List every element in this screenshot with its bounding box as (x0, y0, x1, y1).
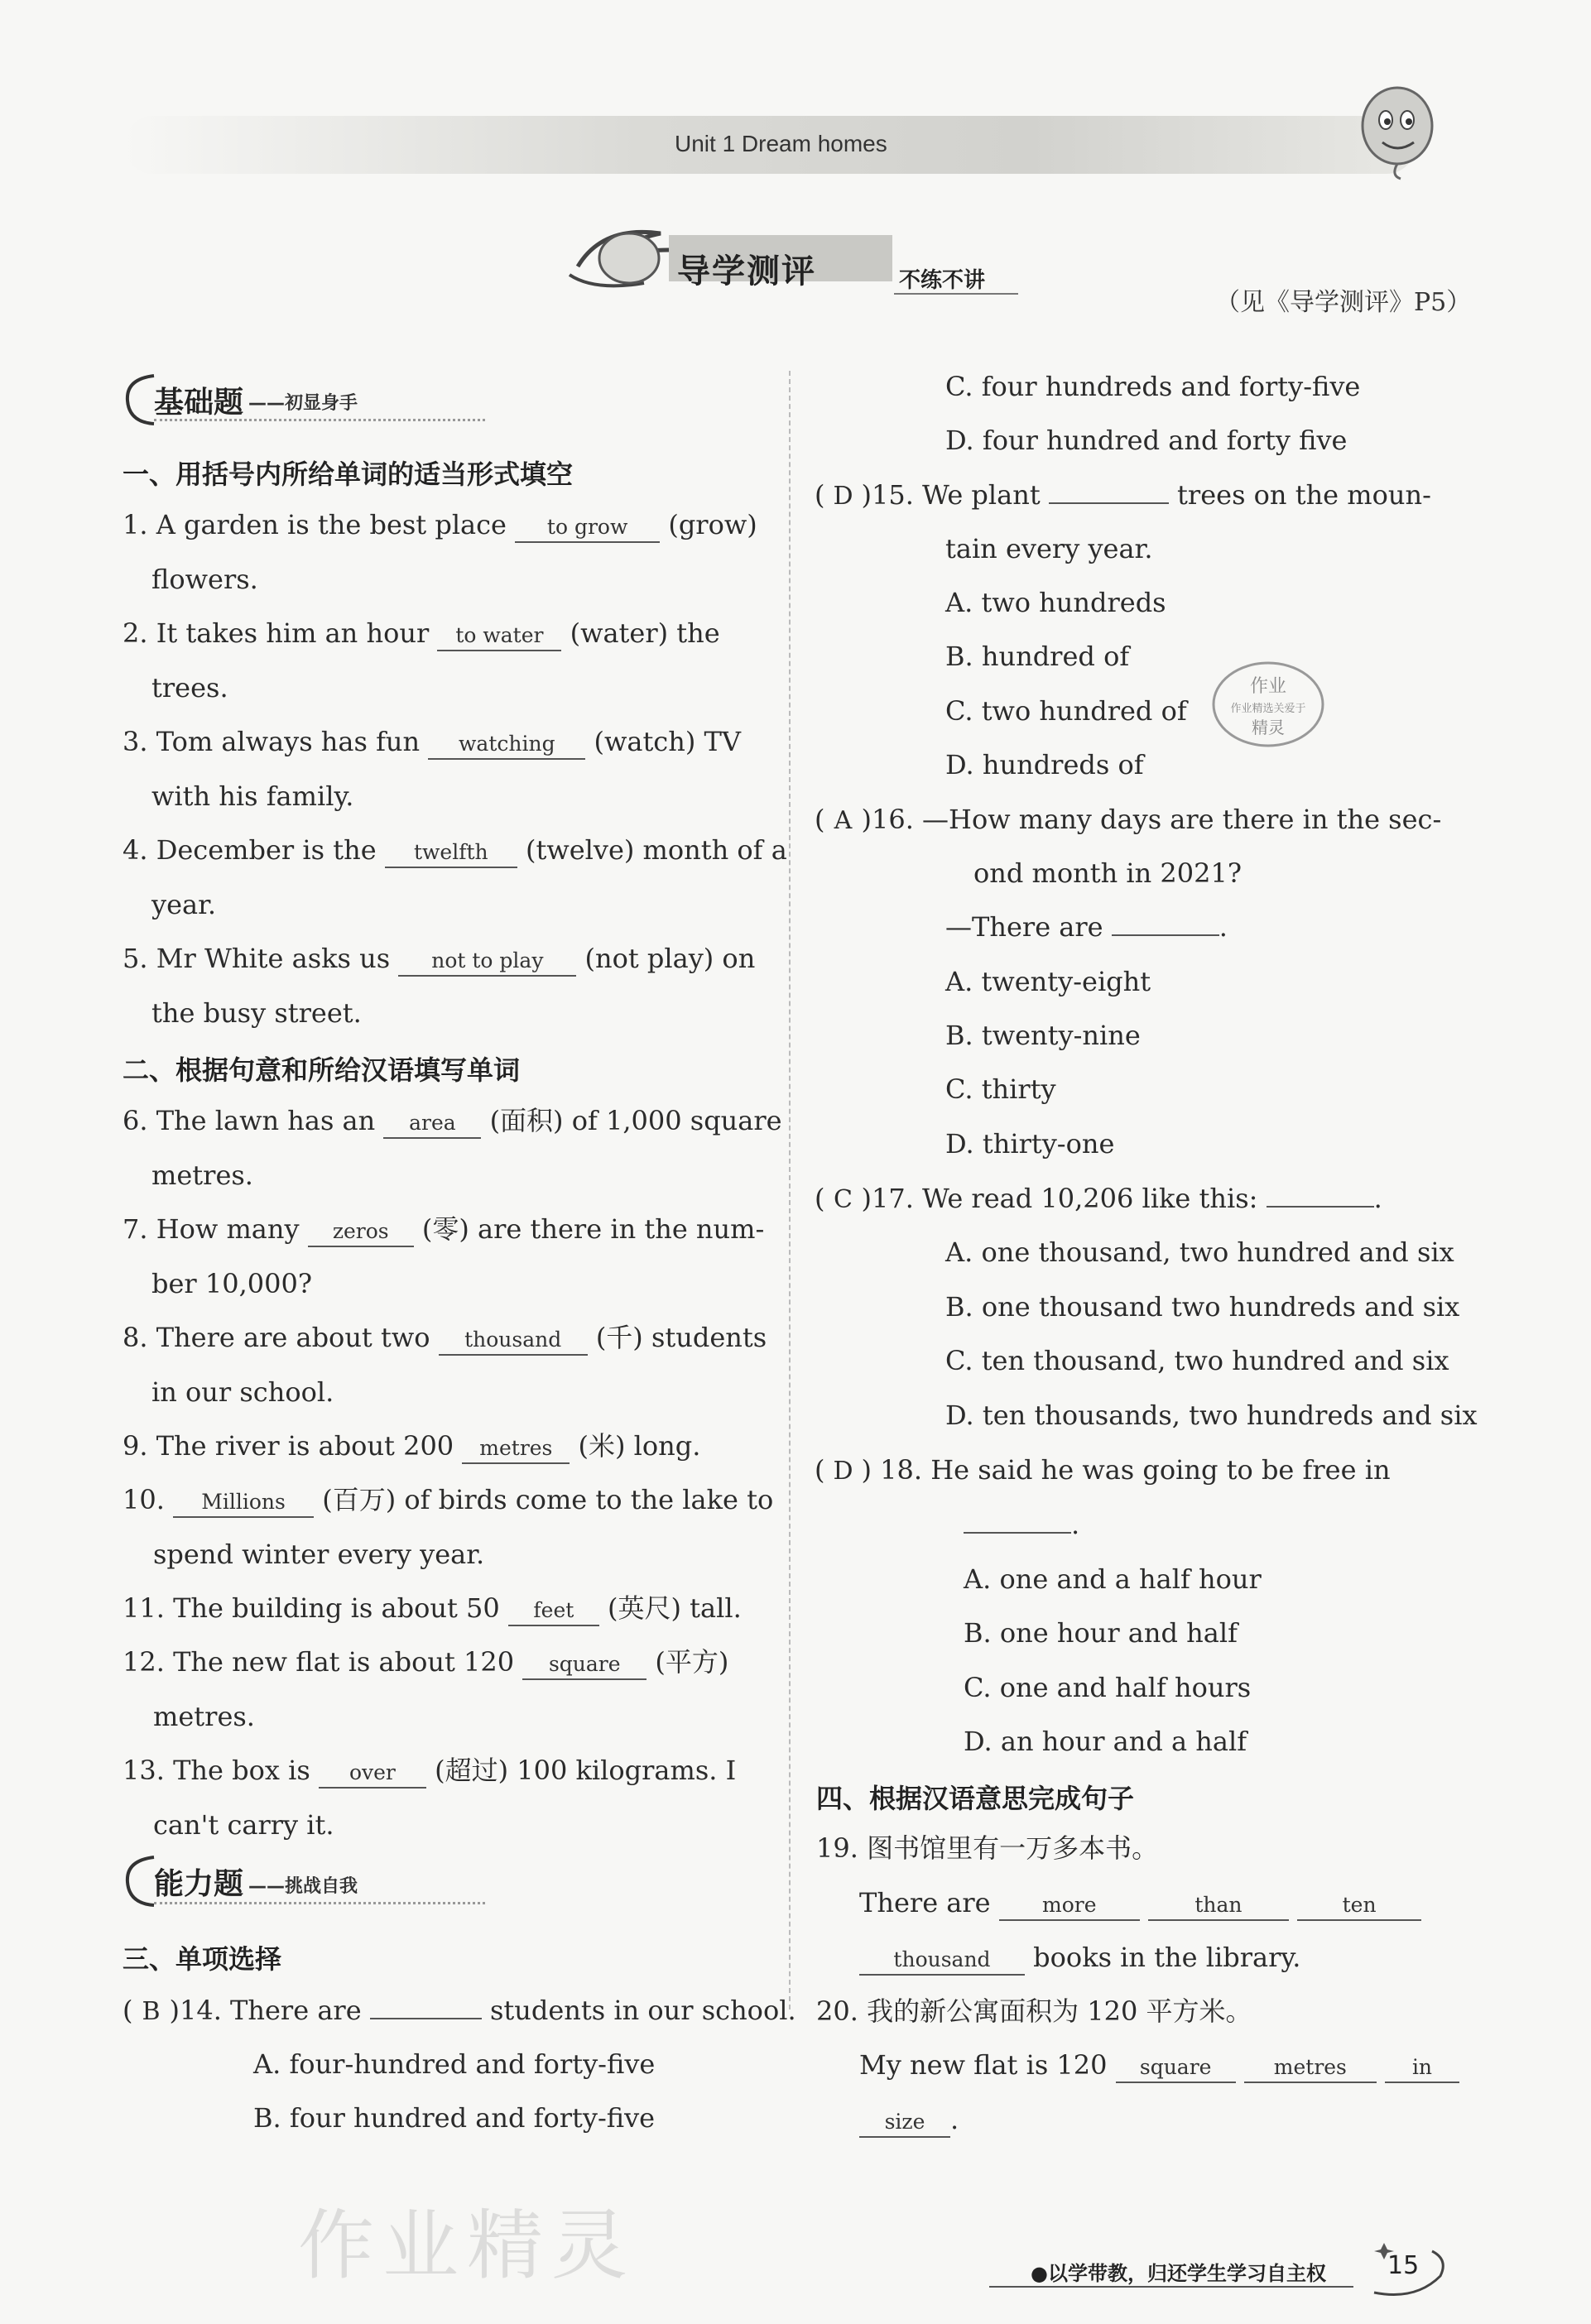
q8-hint: (千) students (595, 1322, 767, 1353)
question-1 (123, 508, 757, 543)
q20-answer-2: metres (1244, 2053, 1377, 2083)
q11-answer: feet (508, 1597, 599, 1626)
q14-option-d: D. four hundred and forty five (945, 425, 1348, 456)
q7-hint: (零) are there in the num- (421, 1213, 765, 1245)
question-4 (123, 833, 787, 868)
q13-hint: (超过) 100 kilograms. I (435, 1755, 737, 1786)
question-3 (123, 725, 741, 760)
stamp-line-2: 作业精选关爱于 (1230, 703, 1306, 715)
question-8 (123, 1321, 767, 1356)
question-19 (859, 1886, 1421, 1921)
section-ability-title: 能力题 (154, 1867, 244, 1901)
reference-note: （见《导学测评》P5） (1215, 288, 1472, 317)
q16-blank (1112, 934, 1219, 936)
q10-text: 10. (123, 1484, 165, 1515)
q17-answer: C (834, 1185, 853, 1214)
footer-rule (989, 2286, 1353, 2288)
q5-hint: (not play) on (584, 943, 756, 974)
footer-slogan: ●以学带教，归还学生学习自主权 (1031, 2262, 1326, 2285)
q6-hint: (面积) of 1,000 square (489, 1105, 782, 1136)
q4-hint: (twelve) month of a (525, 834, 787, 866)
q16-cont: ond month in 2021? (973, 857, 1242, 889)
q16-answer: A (834, 806, 853, 835)
q14-answer: B (142, 1997, 161, 2026)
q4-cont: year. (151, 889, 217, 920)
q9-answer: metres (462, 1434, 570, 1464)
q9-hint: (米) long. (578, 1430, 701, 1462)
q12-answer: square (522, 1650, 646, 1680)
q16-option-d: D. thirty-one (945, 1128, 1115, 1160)
q19-answer-3: ten (1297, 1891, 1421, 1921)
question-17: ( C )17. We read 10,206 like this: . (815, 1182, 1382, 1217)
q4-answer: twelfth (385, 838, 517, 868)
q16-text-3: —There are (945, 911, 1103, 943)
q16-text: —How many days are there in the sec- (922, 804, 1442, 835)
watermark: 作业精灵 (298, 2202, 637, 2290)
q5-text: 5. Mr White asks us (123, 943, 391, 974)
q17-option-b: B. one thousand two hundreds and six (945, 1291, 1460, 1323)
q20-chinese: 20. 我的新公寓面积为 120 平方米。 (816, 1995, 1252, 2027)
q17-option-d: D. ten thousands, two hundreds and six (945, 1400, 1478, 1431)
q7-answer: zeros (308, 1217, 414, 1247)
q1-hint: (grow) (668, 509, 757, 540)
q6-cont: metres. (151, 1160, 253, 1191)
q4-text: 4. December is the (123, 834, 377, 866)
q15-option-b: B. hundred of (945, 641, 1130, 672)
q17-number: )17. (861, 1183, 914, 1214)
section-basic-rule (154, 419, 485, 421)
q20-cont: size . (859, 2103, 959, 2138)
q15-option-d: D. hundreds of (945, 749, 1144, 780)
q3-hint: (watch) TV (594, 726, 741, 757)
q10-cont: spend winter every year. (153, 1539, 485, 1570)
question-2 (123, 617, 720, 651)
q20-answer-4: size (859, 2108, 950, 2138)
q8-cont: in our school. (151, 1376, 334, 1408)
q12-cont: metres. (153, 1701, 255, 1732)
q14-option-c: C. four hundreds and forty-five (945, 371, 1361, 402)
q19-answer-1: more (999, 1891, 1140, 1921)
q13-answer: over (319, 1759, 426, 1789)
q11-hint: (英尺) tall. (608, 1592, 742, 1624)
q15-blank (1049, 502, 1169, 504)
q14-text-2: students in our school. (489, 1995, 796, 2026)
q17-blank (1267, 1206, 1374, 1208)
q15-cont: tain every year. (945, 533, 1153, 564)
q15-text: We plant (922, 479, 1041, 511)
q14-number: )14. (169, 1995, 222, 2026)
q14-blank (370, 2018, 482, 2019)
q5-answer: not to play (398, 947, 576, 977)
section-ability-subtitle: ——挑战自我 (248, 1876, 358, 1897)
q15-number: )15. (861, 479, 914, 511)
question-20 (859, 2048, 1459, 2083)
question-16: ( A )16. —How many days are there in the sec- (815, 803, 1441, 838)
question-14: ( B )14. There are students in our school. (123, 1994, 796, 2029)
q15-text-2: trees on the moun- (1177, 479, 1431, 511)
part-4-heading: 四、根据汉语意思完成句子 (816, 1783, 1135, 1814)
q18-blank (964, 1532, 1071, 1534)
q18-text: He said he was going to be free in (930, 1454, 1391, 1486)
q19-cont (859, 1941, 1300, 1976)
q20-answer-3: in (1385, 2053, 1459, 2083)
question-5 (123, 942, 755, 977)
q3-text: 3. Tom always has fun (123, 726, 421, 757)
q14-text: There are (230, 1995, 362, 2026)
q16-option-a: A. twenty-eight (945, 966, 1151, 997)
q14-option-a: A. four-hundred and forty-five (253, 2048, 656, 2080)
part-3-heading: 三、单项选择 (123, 1943, 282, 1975)
page-number: 15 (1387, 2251, 1420, 2280)
q9-text: 9. The river is about 200 (123, 1430, 454, 1462)
mascot-icon (1349, 74, 1449, 182)
q7-text: 7. How many (123, 1213, 300, 1245)
q18-option-c: C. one and half hours (964, 1672, 1252, 1703)
q18-option-b: B. one hour and half (964, 1617, 1238, 1649)
stamp-line-1: 作业 (1249, 676, 1287, 697)
banner-rule (894, 293, 1018, 295)
section-ability-rule (154, 1902, 485, 1904)
q19-chinese: 19. 图书馆里有一万多本书。 (816, 1832, 1159, 1864)
q7-cont: ber 10,000? (151, 1268, 313, 1299)
q10-hint: (百万) of birds come to the lake to (322, 1484, 774, 1515)
q2-answer: to water (437, 622, 561, 651)
q19-answer-4: thousand (859, 1946, 1025, 1976)
part-1-heading: 一、用括号内所给单词的适当形式填空 (123, 459, 574, 490)
q11-text: 11. The building is about 50 (123, 1592, 500, 1624)
q18-answer: D (833, 1457, 853, 1486)
q15-answer: D (833, 482, 853, 511)
q10-answer: Millions (173, 1488, 314, 1518)
q1-cont: flowers. (151, 564, 258, 595)
q2-hint: (water) the (570, 617, 720, 649)
q16-option-b: B. twenty-nine (945, 1020, 1141, 1051)
banner-subtitle: 不练不讲 (899, 268, 986, 293)
q20-answer-1: square (1116, 2053, 1236, 2083)
q1-answer: to grow (515, 513, 660, 543)
q19-answer-2: than (1148, 1891, 1289, 1921)
q19-text-2: books in the library. (1033, 1942, 1301, 1973)
q2-cont: trees. (151, 672, 228, 703)
question-7 (123, 1212, 764, 1247)
q15-option-c: C. two hundred of (945, 695, 1187, 727)
question-13 (123, 1754, 736, 1789)
q14-option-b: B. four hundred and forty-five (253, 2102, 656, 2134)
q19-text: There are (859, 1887, 991, 1918)
section-basic-subtitle: ——初显身手 (248, 393, 358, 414)
q18-option-a: A. one and a half hour (964, 1563, 1262, 1595)
q18-blank-line: . (964, 1508, 1079, 1541)
q16-answer-line: —There are . (945, 911, 1228, 943)
q13-cont: can't carry it. (153, 1809, 334, 1841)
q15-option-a: A. two hundreds (945, 587, 1166, 618)
q18-number: ) 18. (861, 1454, 923, 1486)
q17-option-a: A. one thousand, two hundred and six (945, 1236, 1454, 1268)
q2-text: 2. It takes him an hour (123, 617, 430, 649)
q8-text: 8. There are about two (123, 1322, 430, 1353)
question-12 (123, 1645, 728, 1680)
question-18: ( D ) 18. He said he was going to be free in (815, 1453, 1391, 1488)
section-basic-title: 基础题 (154, 386, 244, 420)
q3-cont: with his family. (151, 780, 354, 812)
q18-option-d: D. an hour and a half (964, 1726, 1247, 1757)
question-6 (123, 1104, 782, 1139)
stamp-line-3: 精灵 (1252, 718, 1285, 737)
question-15: ( D )15. We plant trees on the moun- (815, 478, 1431, 513)
q5-cont: the busy street. (151, 997, 362, 1029)
q16-number: )16. (861, 804, 914, 835)
q16-option-c: C. thirty (945, 1073, 1056, 1105)
q1-text: 1. A garden is the best place (123, 509, 507, 540)
question-11 (123, 1592, 742, 1626)
q12-text: 12. The new flat is about 120 (123, 1646, 515, 1678)
q17-text: We read 10,206 like this: (922, 1183, 1258, 1214)
q8-answer: thousand (439, 1326, 588, 1356)
q13-text: 13. The box is (123, 1755, 310, 1786)
q6-answer: area (383, 1109, 481, 1139)
question-9 (123, 1429, 700, 1464)
banner-title: 导学测评 (677, 252, 816, 290)
q17-option-c: C. ten thousand, two hundred and six (945, 1345, 1449, 1376)
part-2-heading: 二、根据句意和所给汉语填写单词 (123, 1054, 521, 1086)
q12-hint: (平方) (655, 1646, 729, 1678)
unit-title: Unit 1 Dream homes (675, 131, 887, 156)
q6-text: 6. The lawn has an (123, 1105, 376, 1136)
column-divider (789, 371, 791, 2009)
q20-text: My new flat is 120 (859, 2049, 1108, 2081)
homework-stamp-icon (1210, 659, 1326, 750)
q3-answer: watching (428, 730, 585, 760)
question-10 (123, 1483, 773, 1518)
